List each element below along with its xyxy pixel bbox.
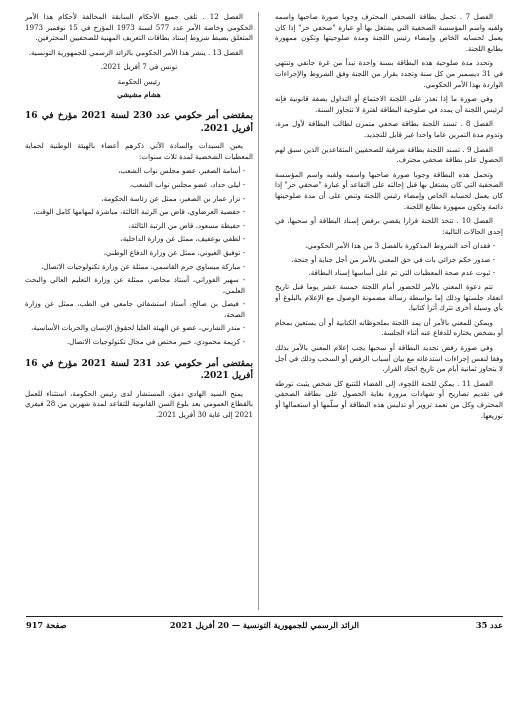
left-date-line: تونس في 7 أفريل 2021. xyxy=(100,62,178,72)
left-list-item: - حفيظة مسعود، قاض من الرتبة الثالثة، xyxy=(128,220,245,230)
left-decree-title: بمقتضى أمر حكومي عدد 230 لسنة 2021 مؤرخ في 16 أفريل 2021. xyxy=(25,111,253,134)
right-paragraph: وفي صورة رفض تجديد البطاقة أو سحبها يجب إعلام المعني بالأمر بذلك وفقا لنفس إجراءات استدعائه مع بيان أسباب الرفض أو السحب وذلك في أجل لا يتجاوز ثمانية أيام من تاريخ اتخاذ القرار. xyxy=(275,343,503,374)
left-list-item: - أسامة الصغير، عضو مجلس نواب الشعب، xyxy=(118,166,245,176)
left-paragraph: الفصل 13 . ينشر هذا الأمر الحكومي بالرائد الرسمي للجمهورية التونسية. xyxy=(28,47,243,57)
publication-title: الرائد الرسمي للجمهورية التونسية — 20 أفريل 2021 xyxy=(169,620,360,630)
left-list-item: - كريمة محمودي، خبير مختص في مجال تكنولوجيات الاتصال. xyxy=(66,337,245,347)
left-list-item: - مباركة ميساوي حرم القاسمي، ممثلة عن وزارة تكنولوجيات الاتصال، xyxy=(40,261,245,271)
left-list-item: - توفيق العيوني، ممثل عن وزارة الدفاع الوطني، xyxy=(103,247,245,257)
right-paragraph: الفصل 11 . يمكن للجنة اللجوء، إلى القضاء للتتبع كل شخص يثبت تورطه في تقديم تصاريح أو شهادات مزورة بغاية الحصول على بطاقة الصحفي المحترف وكل من تعمد تزوير أو تدليس هذه البطاقة أو سلّمها أو استعمالها أو توزيعها. xyxy=(275,378,503,420)
right-paragraph: الفصل 10 . تتخذ اللجنة قرارا يقضي برفض إسناد البطاقة أو سحبها، في إحدى الحالات التالية: xyxy=(275,216,503,236)
right-list-item: - فقدان أحد الشروط المذكورة بالفصل 3 من هذا الأمر الحكومي، xyxy=(304,241,495,251)
left-signature-role: رئيس الحكومة xyxy=(117,76,161,86)
left-column xyxy=(25,12,253,610)
right-paragraph: الفصل 8 . تسند اللجنة بطاقة صحفي متمرن لطالب البطاقة لأول مرة، وتدوم مدة التمرين عاما واحدا غير قابل للتجديد. xyxy=(275,119,503,139)
right-paragraph: تتم دعوة المعني بالأمر للحضور أمام اللجنة خمسة عشر يوما قبل تاريخ انعقاد جلستها وذلك إما بواسطة رسالة مضمونة الوصول مع الإعلام بالبلوغ أو بأي وسيلة أخرى تترك أثرا كتابيا. xyxy=(275,282,503,313)
left-paragraph: يعين السيدات والسادة الآتي ذكرهم أعضاء بالهيئة الوطنية لحماية المعطيات الشخصية لمدة ثلاث سنوات: xyxy=(25,141,253,161)
column-divider xyxy=(258,12,259,610)
left-list-item: - حفصية العرضاوي، قاض من الرتبة الثالثة، مباشرة لمهامها كامل الوقت، xyxy=(33,207,245,217)
right-paragraph: الفصل 7 . تحمل بطاقة الصحفي المحترف وجوبا صورة صاحبها واسمه ولقبه واسم المؤسسة الصحفية التي يشتغل بها أو عبارة "صحفي حر" إذا كان يعمل لحسابه الخاص وإمضاء رئيس اللجنة ومدة صلوحيتها وتكون ممهورة بطابع اللجنة. xyxy=(275,12,503,53)
right-column xyxy=(275,12,503,610)
left-list-item: - ليلى حداد، عضو مجلس نواب الشعب، xyxy=(129,179,245,189)
left-list-item: - لطفي بوعفيف، ممثل عن وزارة الداخلية، xyxy=(120,234,245,244)
right-paragraph: الفصل 9 . تسند اللجنة بطاقة شرفية للصحفيين المتقاعدين الذين سبق لهم الحصول على بطاقة صحفي محترف. xyxy=(275,144,503,165)
right-list-item: - صدور حكم جزائي بات في حق المعني بالأمر من أجل جناية أو جنحة، xyxy=(291,254,495,264)
left-paragraph: الفصل 12 . تلغى جميع الأحكام السابقة المخالفة لأحكام هذا الأمر الحكومي وخاصة الأمر عدد 577 لسنة 1973 المؤرخ في 15 نوفمبر 1973 المتعلق بضبط شروط إسناد بطاقات التعريف المهنية للصحفيين المحترفين. xyxy=(25,12,253,43)
left-list-item: - سهير الفوراتي، أستاذ محاضر، ممثلة عن وزارة التعليم العالي والبحث العلمي، xyxy=(25,275,245,295)
page-number: صفحة 917 xyxy=(26,620,67,630)
left-paragraph: يمنح السيد الهادي دمق، المستشار لدى رئيس الحكومة، استثناء للعمل بالقطاع العمومي بعد بلوغ السن القانونية للتقاعد لمدة شهرين من 28 فيفري 2021 إلى غاية 30 أفريل 2021. xyxy=(25,388,253,419)
left-signature-name: هشام مشيشي xyxy=(117,89,161,99)
issue-number: عدد 35 xyxy=(475,620,503,630)
footer-rule xyxy=(26,616,503,617)
page-footer xyxy=(26,620,503,634)
right-paragraph: وتحمل هذه البطاقة وجوبا صورة صاحبها واسمه ولقبه واسم المؤسسة الصحفية التي كان يشتغل بها قبل إحالته على التقاعد أو عبارة "صحفي حر" إذا كان يعمل لحسابه الخاص وإمضاء رئيس اللجنة وتنص على أن مدة صلوحيتها دائمة وتكون ممهورة بطابع اللجنة. xyxy=(275,169,503,211)
left-decree-title: بمقتضى أمر حكومي عدد 231 لسنة 2021 مؤرخ في 16 أفريل 2021. xyxy=(25,358,253,382)
left-list-item: - نزار عمار بن الصغير، ممثل عن رئاسة الحكومة، xyxy=(101,193,245,203)
right-paragraph: ويمكن للمعني بالأمر أن يمد اللجنة بملحوظاته الكتابية أو أن يستعين بمحام أو بشخص يختاره للدفاع عنه أثناء الجلسة. xyxy=(275,317,503,338)
left-list-item: - منذر الشارني، عضو عن الهيئة العليا لحقوق الإنسان والحريات الأساسية، xyxy=(31,323,245,333)
right-list-item: - ثبوت عدم صحة المعطيات التي تم على أساسها إسناد البطاقة. xyxy=(308,268,495,278)
right-paragraph: وتحدد مدة صلوحية هذه البطاقة بسنة واحدة تبدأ من غرة جانفي وتنتهي في 31 ديسمبر من كل سنة وتجدد بقرار من اللجنة وفق الشروط والإجراءات الواردة بهذا الأمر الحكومي. xyxy=(275,58,503,89)
right-paragraph: وفي صورة ما إذا تعذر على اللجنة الاجتماع أو التداول بصفة قانونية فإنه لرئيس اللجنة أن يمدد في صلوحية البطاقة لفترة لا تتجاوز السنة. xyxy=(275,94,503,114)
left-list-item: - فيصل بن صالح، أستاذ استشفائي جامعي في الطب، ممثل عن وزارة الصحة، xyxy=(25,299,245,319)
